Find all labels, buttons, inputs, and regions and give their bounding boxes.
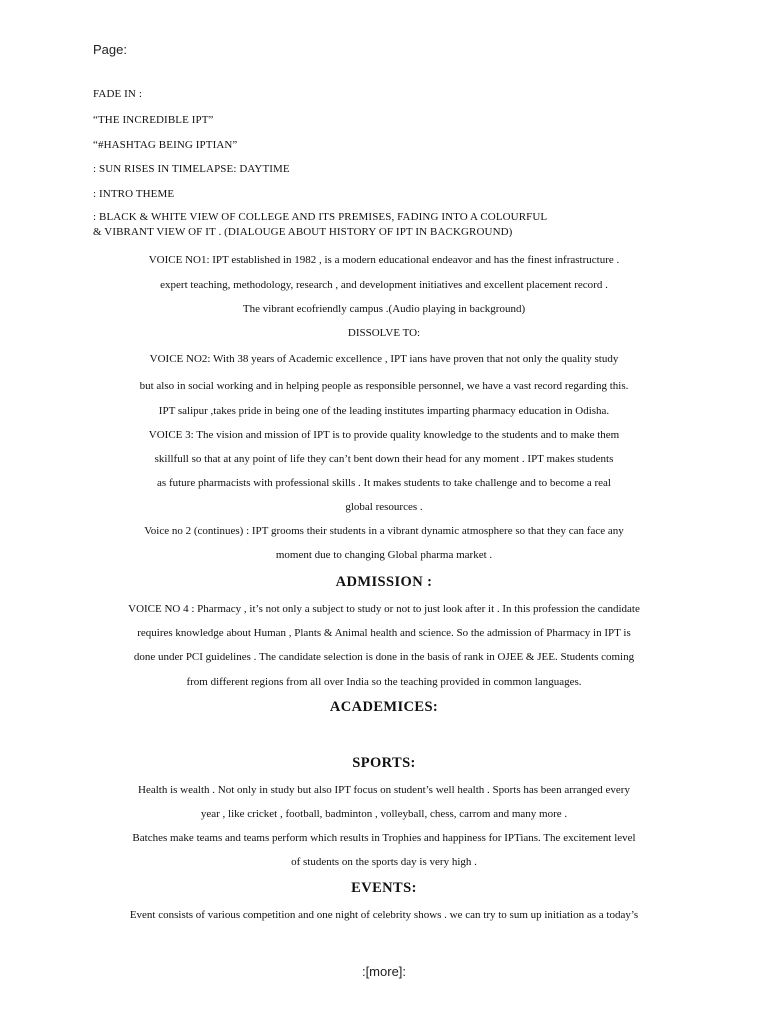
body-line: DISSOLVE TO:	[347, 327, 421, 339]
header-line: : BLACK & WHITE VIEW OF COLLEGE AND ITS PREMISES, FADING INTO A COLOURFUL	[93, 211, 548, 223]
sports-line: of students on the sports day is very high .	[291, 856, 477, 868]
admission-line: requires knowledge about Human , Plants & Animal health and science. So the admission of Pharmacy in IPT is	[137, 627, 631, 639]
academics-heading: ACADEMICES:	[329, 699, 439, 715]
body-line: as future pharmacists with professional skills . It makes students to take challenge and to become a real	[157, 477, 611, 489]
header-line: “#HASHTAG BEING IPTIAN”	[93, 139, 238, 151]
header-line: & VIBRANT VIEW OF IT . (DIALOUGE ABOUT HISTORY OF IPT IN BACKGROUND)	[93, 226, 513, 238]
header-line: FADE IN :	[93, 88, 142, 100]
body-line: IPT salipur ,takes pride in being one of the leading institutes imparting pharmacy education in Odisha.	[158, 405, 610, 417]
header-line: “THE INCREDIBLE IPT”	[93, 114, 214, 126]
body-line: Voice no 2 (continues) : IPT grooms their students in a vibrant dynamic atmosphere so that they can face any	[144, 525, 624, 537]
body-line: VOICE 3: The vision and mission of IPT is to provide quality knowledge to the students and to make them	[148, 429, 620, 441]
body-line: moment due to changing Global pharma market .	[275, 549, 493, 561]
sports-line: Batches make teams and teams perform which results in Trophies and happiness for IPTians. The excitement level	[132, 832, 636, 844]
events-line: Event consists of various competition and one night of celebrity shows . we can try to sum up initiation as a today’s	[129, 909, 639, 921]
body-line: but also in social working and in helping people as responsible personnel, we have a vast record regarding this.	[139, 380, 629, 392]
header-line: : INTRO THEME	[93, 188, 175, 200]
admission-line: VOICE NO 4 : Pharmacy , it’s not only a subject to study or not to just look after it . In this profession the candidate	[128, 603, 640, 615]
sports-line: Health is wealth . Not only in study but also IPT focus on student’s well health . Sports has been arranged every	[138, 784, 630, 796]
admission-line: from different regions from all over India so the teaching provided in common languages.	[186, 676, 582, 688]
body-line: The vibrant ecofriendly campus .(Audio playing in background)	[242, 303, 526, 315]
body-line: global resources .	[345, 501, 423, 513]
sports-heading: SPORTS:	[352, 755, 416, 771]
body-line: skillfull so that at any point of life they can’t bent down their head for any moment . IPT makes students	[154, 453, 614, 465]
admission-line: done under PCI guidelines . The candidate selection is done in the basis of rank in OJEE & JEE. Students coming	[133, 651, 635, 663]
sports-line: year , like cricket , football, badminton , volleyball, chess, carrom and many more .	[200, 808, 568, 820]
header-line: : SUN RISES IN TIMELAPSE: DAYTIME	[93, 163, 290, 175]
body-line: VOICE NO2: With 38 years of Academic excellence , IPT ians have proven that not only the quality study	[149, 353, 619, 365]
events-heading: EVENTS:	[351, 880, 417, 896]
admission-heading: ADMISSION :	[335, 574, 433, 590]
page-label: Page:	[93, 42, 127, 57]
body-line: VOICE NO1: IPT established in 1982 , is a modern educational endeavor and has the finest infrastructure .	[148, 254, 620, 266]
body-line: expert teaching, methodology, research , and development initiatives and excellent placement record .	[160, 279, 608, 291]
more-link[interactable]: :[more]:	[361, 964, 407, 979]
